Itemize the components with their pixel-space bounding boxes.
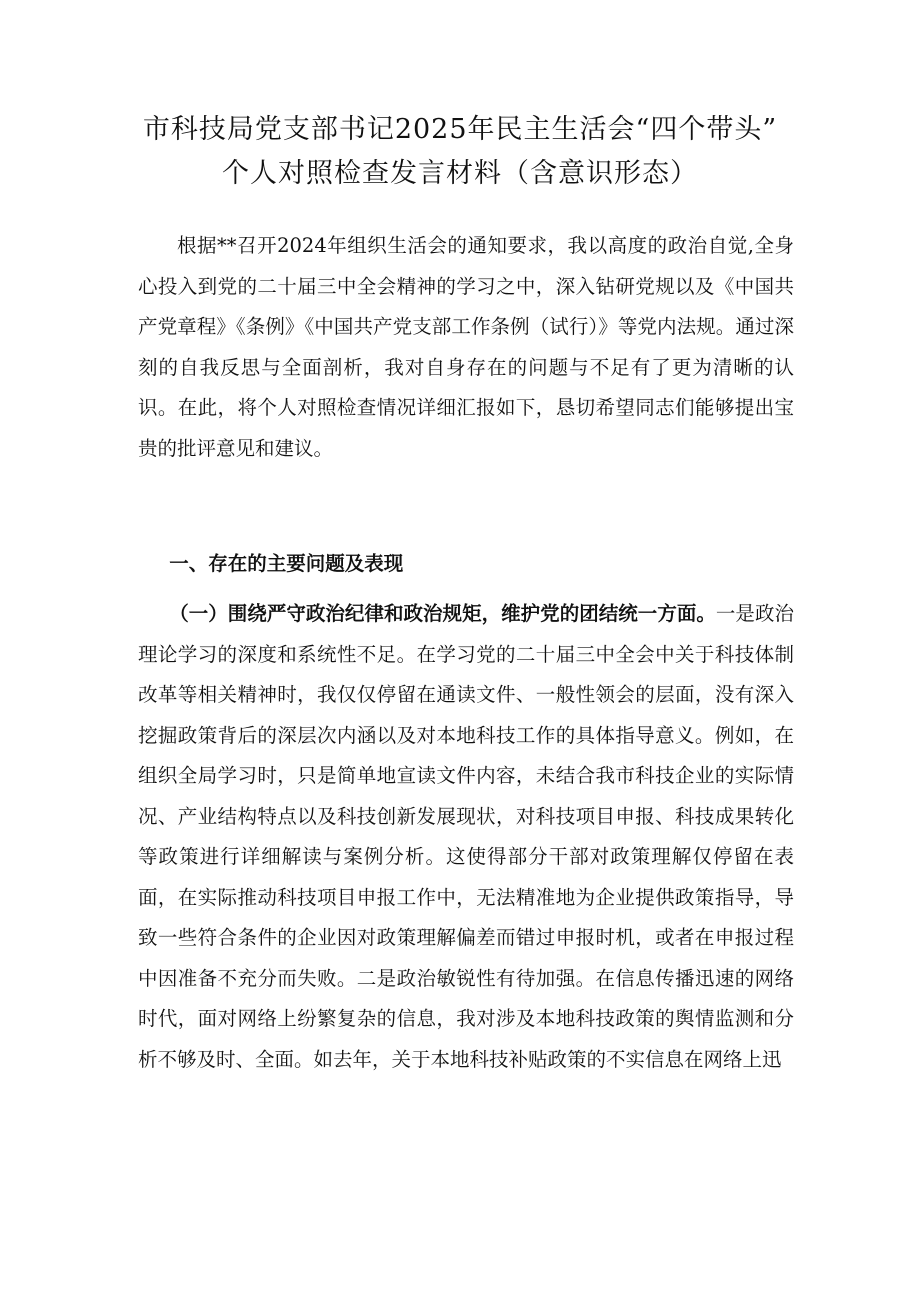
section-1-paragraph (138, 594, 794, 1080)
section-1-body: 一是政治理论学习的深度和系统性不足。在学习党的二十届三中全会中关于科技体制改革等相关精神时，我仅仅停留在通读文件、一般性领会的层面，没有深入挖掘政策背后的深层次内涵以及对本地科技工作的具体指导意义。例如，在组织全局学习时，只是简单地宣读文件内容，未结合我市科技企业的实际情况、产业结构特点以及科技创新发展现状，对科技项目申报、科技成果转化等政策进行详细解读与案例分析。这使得部分干部对政策理解仅停留在表面，在实际推动科技项目申报工作中，无法精准地为企业提供政策指导，导致一些符合条件的企业因对政策理解偏差而错过申报时机，或者在申报过程中因准备不充分而失败。二是政治敏锐性有待加强。在信息传播迅速的网络时代，面对网络上纷繁复杂的信息，我对涉及本地科技政策的舆情监测和分析不够及时、全面。如去年，关于本地科技补贴政策的不实信息在网络上迅 (138, 602, 794, 1071)
intro-paragraph-text: 根据**召开2024年组织生活会的通知要求，我以高度的政治自觉,全身心投入到党的二十届三中全会精神的学习之中，深入钻研党规以及《中国共产党章程》《条例》《中国共产党支部工作条例（试行）》等党内法规。通过深刻的自我反思与全面剖析，我对自身存在的问题与不足有了更为清晰的认识。在此，将个人对照检查情况详细汇报如下，恳切希望同志们能够提出宝贵的批评意见和建议。 (138, 234, 794, 460)
document-title-line-2: 个人对照检查发言材料（含意识形态） (222, 158, 698, 189)
section-heading-1: 一、存在的主要问题及表现 (169, 552, 404, 575)
intro-paragraph (138, 226, 794, 469)
section-1-lead: （一）围绕严守政治纪律和政治规矩，维护党的团结统一方面。 (169, 602, 716, 625)
document-title-line-1: 市科技局党支部书记2025年民主生活会“四个带头” (142, 114, 778, 145)
